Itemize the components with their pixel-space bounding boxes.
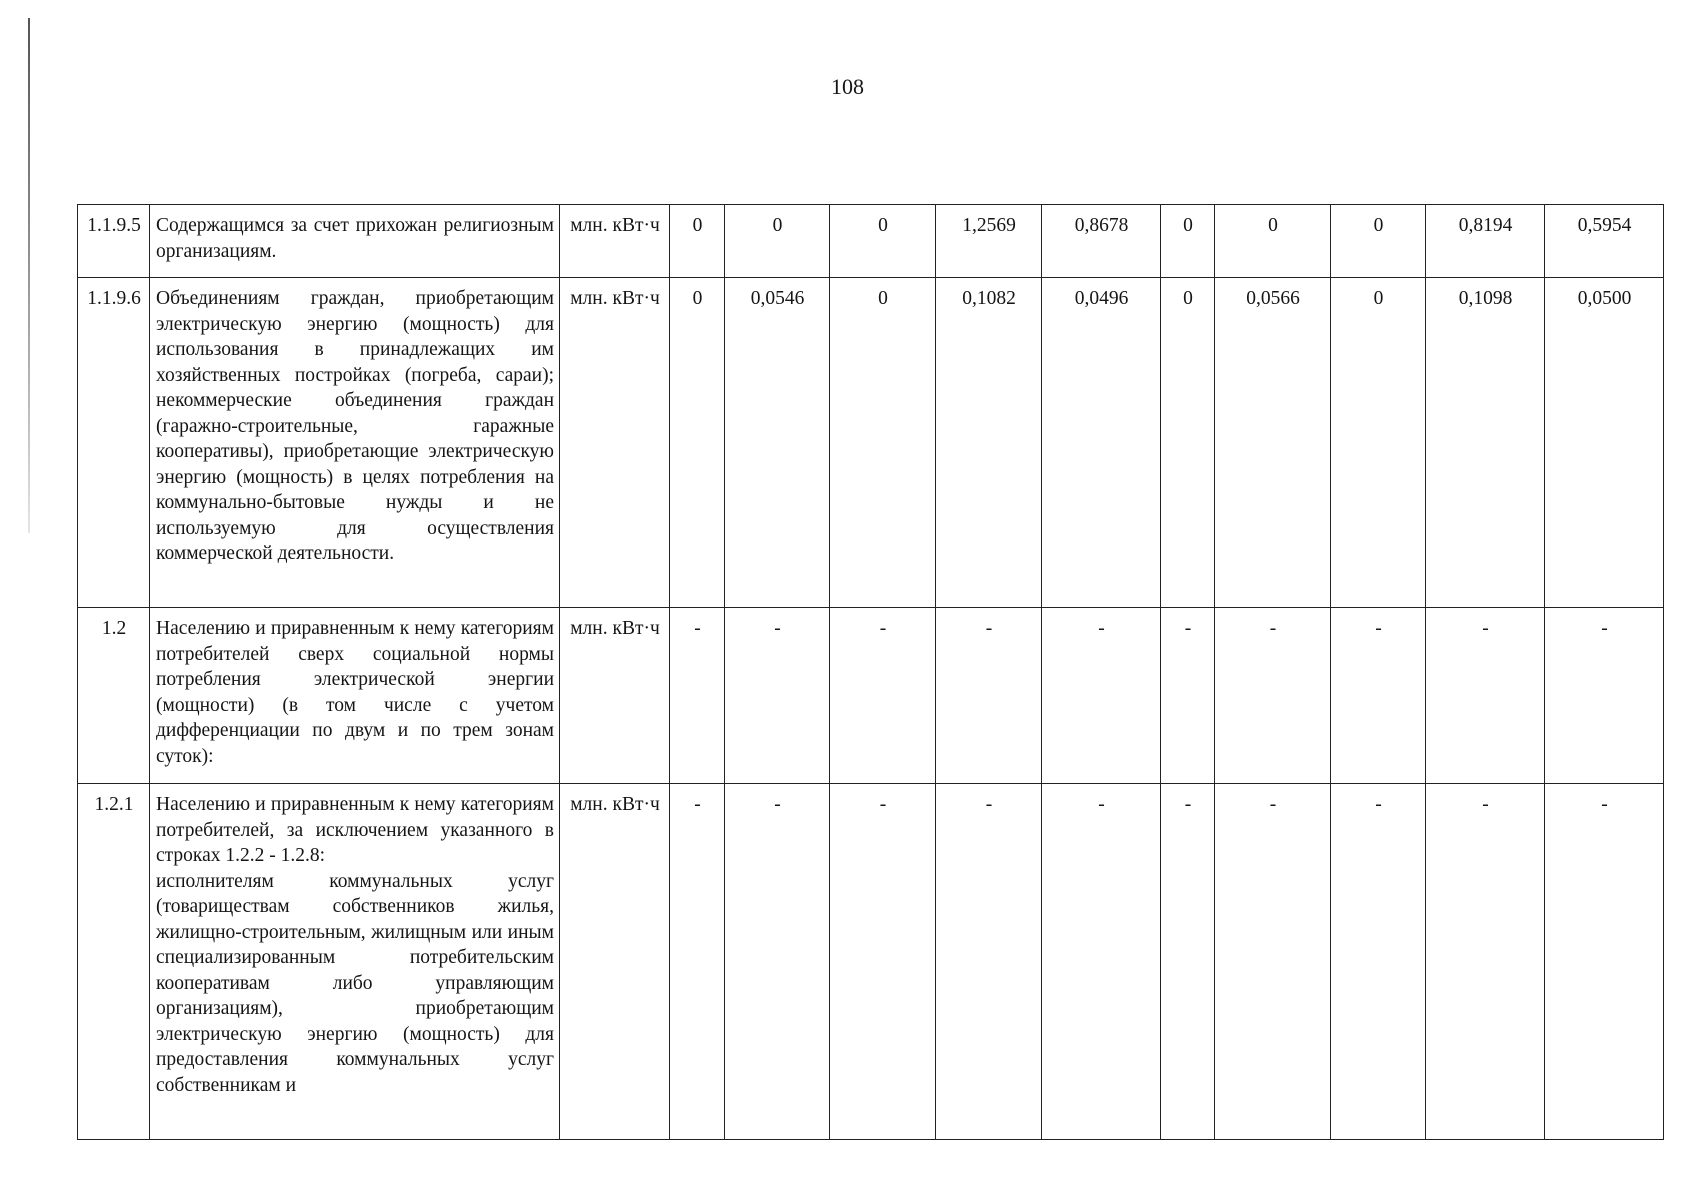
value-cell: 0 [670, 205, 725, 278]
value-cell: - [1042, 608, 1161, 784]
value-cell: - [1161, 784, 1215, 1140]
value-cell: - [936, 608, 1042, 784]
row-unit: млн. кВт·ч [560, 608, 670, 784]
tariff-volume-table [77, 204, 1664, 1140]
value-cell: - [936, 784, 1042, 1140]
table-row [78, 784, 1664, 1140]
value-cell: - [670, 608, 725, 784]
value-cell: - [1426, 608, 1545, 784]
value-cell: - [1545, 784, 1664, 1140]
value-cell: 0,0496 [1042, 278, 1161, 608]
value-cell: 0 [1331, 278, 1426, 608]
value-cell: 0,5954 [1545, 205, 1664, 278]
value-cell: 0 [1161, 205, 1215, 278]
value-cell: 0,8194 [1426, 205, 1545, 278]
value-cell: - [725, 784, 830, 1140]
table-row [78, 205, 1664, 278]
value-cell: - [1331, 608, 1426, 784]
value-cell: - [830, 784, 936, 1140]
value-cell: - [1042, 784, 1161, 1140]
row-number: 1.1.9.5 [78, 205, 150, 278]
value-cell: - [830, 608, 936, 784]
value-cell: - [670, 784, 725, 1140]
table-row [78, 278, 1664, 608]
value-cell: 0 [830, 205, 936, 278]
row-number: 1.2 [78, 608, 150, 784]
value-cell: 0 [1161, 278, 1215, 608]
row-description: Населению и приравненным к нему категориям потребителей, за исключением указанного в строках 1.2.2 - 1.2.8: исполнителям коммунальных услуг (товариществам собственников жилья, жилищно-строительным, жилищным или иным специализированным потребительским кооперативам либо управляющим организациям), приобретающим электрическую энергию (мощность) для предоставления коммунальных услуг собственникам и [150, 784, 560, 1140]
value-cell: 0,8678 [1042, 205, 1161, 278]
value-cell: 1,2569 [936, 205, 1042, 278]
value-cell: 0 [670, 278, 725, 608]
value-cell: - [1215, 784, 1331, 1140]
value-cell: - [1331, 784, 1426, 1140]
row-description: Населению и приравненным к нему категориям потребителей сверх социальной нормы потребления электрической энергии (мощности) (в том числе с учетом дифференциации по двум и по трем зонам суток): [150, 608, 560, 784]
value-cell: 0 [1215, 205, 1331, 278]
value-cell: 0,0500 [1545, 278, 1664, 608]
value-cell: - [1426, 784, 1545, 1140]
page-number: 108 [831, 74, 864, 99]
value-cell: 0 [830, 278, 936, 608]
row-description: Содержащимся за счет прихожан религиозным организациям. [150, 205, 560, 278]
value-cell: 0,0566 [1215, 278, 1331, 608]
value-cell: - [725, 608, 830, 784]
row-number: 1.1.9.6 [78, 278, 150, 608]
value-cell: - [1161, 608, 1215, 784]
value-cell: 0,1098 [1426, 278, 1545, 608]
value-cell: 0 [1331, 205, 1426, 278]
value-cell: 0,1082 [936, 278, 1042, 608]
value-cell: 0 [725, 205, 830, 278]
row-description: Объединениям граждан, приобретающим электрическую энергию (мощность) для использования в принадлежащих им хозяйственных постройках (погреба, сараи); некоммерческие объединения граждан (гаражно-строительные, гаражные кооперативы), приобретающие электрическую энергию (мощность) в целях потребления на коммунально-бытовые нужды и не используемую для осуществления коммерческой деятельности. [150, 278, 560, 608]
value-cell: 0,0546 [725, 278, 830, 608]
row-unit: млн. кВт·ч [560, 205, 670, 278]
row-number: 1.2.1 [78, 784, 150, 1140]
row-unit: млн. кВт·ч [560, 278, 670, 608]
row-unit: млн. кВт·ч [560, 784, 670, 1140]
value-cell: - [1215, 608, 1331, 784]
table-row [78, 608, 1664, 784]
value-cell: - [1545, 608, 1664, 784]
